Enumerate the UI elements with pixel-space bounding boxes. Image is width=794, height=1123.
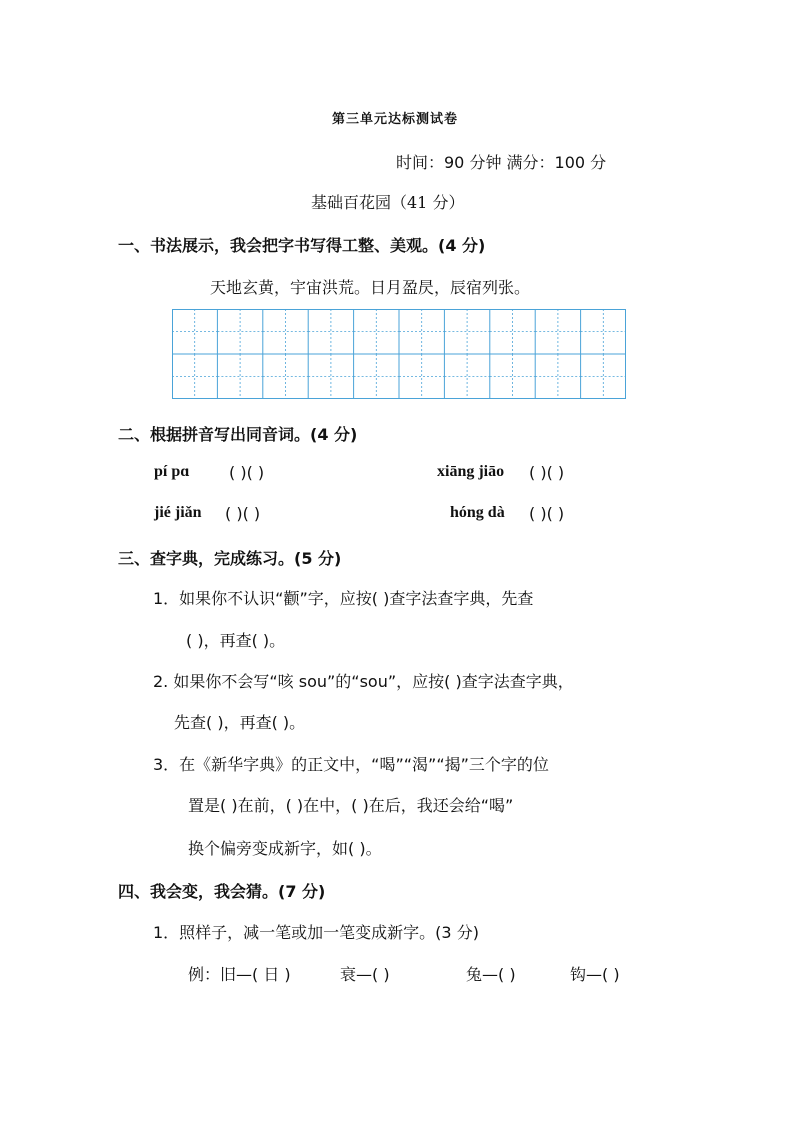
q4-heading: 四、我会变，我会猜。(7 分) — [118, 882, 326, 901]
q3-item1-line2: ( )，再查( )。 — [186, 631, 286, 650]
writing-grid[interactable] — [172, 309, 626, 399]
blanks-pipa[interactable]: ( )( ) — [229, 463, 265, 482]
pinyin-jiejian: jié jiǎn — [154, 504, 202, 521]
q3-item2-line2: 先查( )，再查( )。 — [174, 713, 306, 732]
q3-item3-line2: 置是( )在前，( )在中，( )在后，我还会给“喝” — [188, 796, 514, 815]
q3-item3-line1: 3．在《新华字典》的正文中，“喝”“渴”“揭”三个字的位 — [153, 755, 549, 774]
q1-heading: 一、书法展示，我会把字书写得工整、美观。(4 分) — [118, 236, 486, 255]
q3-item1-line1: 1．如果你不认识“颧”字，应按( )查字法查字典，先查 — [153, 589, 534, 608]
q4-item1-line1: 1．照样子，减一笔或加一笔变成新字。(3 分) — [153, 923, 479, 942]
q4-example: 例：旧—( 日 ) — [188, 965, 291, 984]
q3-item3-line3: 换个偏旁变成新字，如( )。 — [188, 839, 382, 858]
time-and-score: 时间：90 分钟 满分：100 分 — [396, 153, 607, 172]
q2-heading: 二、根据拼音写出同音词。(4 分) — [118, 425, 358, 444]
pinyin-hongda: hóng dà — [450, 504, 505, 521]
q1-passage: 天地玄黄，宇宙洪荒。日月盈昃，辰宿列张。 — [210, 278, 531, 297]
q4-blank-gou[interactable]: 钩—( ) — [570, 965, 620, 984]
blanks-jiejian[interactable]: ( )( ) — [225, 504, 261, 523]
q3-heading: 三、查字典，完成练习。(5 分) — [118, 549, 342, 568]
q3-item2-line1: 2. 如果你不会写“咳 sou”的“sou”，应按( )查字法查字典， — [153, 672, 574, 691]
blanks-xiangjiao[interactable]: ( )( ) — [529, 463, 565, 482]
pinyin-xiangjiao: xiāng jiāo — [437, 463, 505, 480]
blanks-hongda[interactable]: ( )( ) — [529, 504, 565, 523]
q4-blank-tu[interactable]: 兔—( ) — [466, 965, 516, 984]
exam-title: 第三单元达标测试卷 — [332, 112, 459, 127]
pinyin-pipa: pí pɑ — [154, 463, 190, 480]
q4-blank-shuai[interactable]: 衰—( ) — [340, 965, 390, 984]
section-title: 基础百花园（41 分） — [311, 193, 465, 212]
